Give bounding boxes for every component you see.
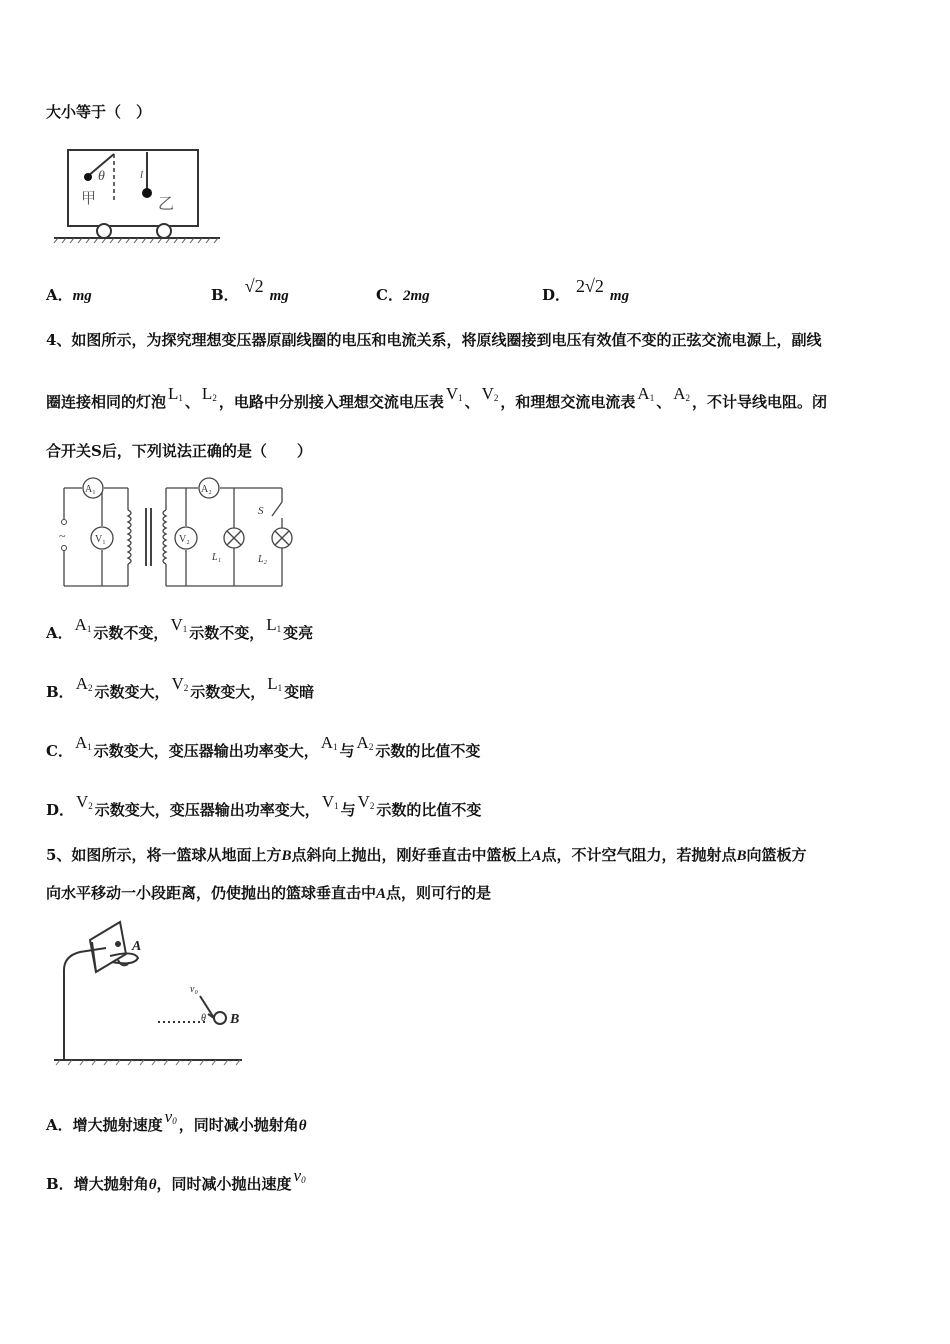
option-letter: D． (46, 801, 75, 819)
symbol-A2: $A_2$ (356, 733, 374, 752)
option-letter: A． (46, 1116, 73, 1134)
ammeter-a1-label: A₁ (85, 484, 96, 495)
option-text: 示数不变， (189, 624, 265, 642)
q4-stem-line3 (46, 441, 312, 461)
cart-body (68, 150, 198, 226)
option-letter: C． (376, 286, 403, 304)
symbol-v0: $v_0$ (293, 1166, 306, 1185)
option-root: 2√2 (576, 276, 604, 296)
q3-option-d[interactable] (542, 276, 630, 305)
wheel-left (97, 224, 111, 238)
option-letter: B． (211, 286, 239, 304)
voltmeter-v2-label: V₂ (179, 534, 190, 545)
q4-line2-d: ，不计导线电阻。闭 (692, 393, 828, 411)
label-a: A (132, 939, 142, 954)
symbol-L1: $L_1$ (266, 615, 282, 634)
symbol-V1: $V_1$ (170, 615, 188, 634)
q4-line2-b: ，电路中分别接入理想交流电压表 (218, 393, 444, 411)
q4-stem-line2 (46, 384, 828, 416)
q4-line3-text: 合开关S后，下列说法正确的是（ ） (46, 442, 312, 460)
point-a: A (376, 886, 387, 902)
q4-line1-text: 4、如图所示，为探究理想变压器原副线圈的电压和电流关系，将原线圈接到电压有效值不变的正弦交流电源上，副线 (46, 331, 822, 349)
q3-question-tail (46, 102, 151, 122)
symbol-L1: $L_1$ (267, 674, 283, 693)
symbol-V2: $V_2$ (76, 792, 93, 811)
point-b: B (281, 848, 292, 864)
q4-stem-line1 (46, 330, 821, 350)
symbol-V1: $V_1$ (445, 384, 463, 403)
q5-basketball-figure (50, 918, 250, 1068)
symbol-V2: $V_2$ (171, 674, 189, 693)
label-yi: 乙 (158, 196, 175, 213)
ammeter-a2-label: A₂ (201, 484, 212, 495)
lamp-l2-label: L₂ (258, 554, 268, 565)
q4-option-d[interactable] (46, 792, 482, 820)
label-l: l (140, 169, 144, 181)
option-letter: A． (46, 286, 73, 304)
symbol-L2: $L_2$ (201, 384, 217, 403)
q3-option-c[interactable] (376, 284, 430, 305)
symbol-A1: $A_1$ (637, 384, 655, 403)
symbol-theta: θ (148, 1177, 157, 1193)
option-text: 与 (339, 742, 355, 760)
q5-stem-line1 (46, 845, 807, 866)
q5-line2-a: 向水平移动一小段距离，仍使抛出的篮球垂直击中 (46, 884, 377, 902)
symbol-A2: $A_2$ (673, 384, 690, 403)
basketball (214, 1012, 226, 1024)
option-letter: A． (46, 624, 73, 642)
q5-line2-b: 点，则可行的是 (386, 884, 492, 902)
label-b: B (230, 1012, 240, 1027)
option-text: ，同时减小抛出速度 (156, 1175, 292, 1193)
lamp-l1-label: L₁ (212, 552, 222, 563)
switch-s-label: S (258, 505, 264, 517)
sep: 、 (656, 393, 672, 411)
hoop-pole (64, 948, 106, 1060)
option-text: 2mg (402, 288, 430, 304)
q4-transformer-circuit (52, 474, 302, 594)
q5-option-a[interactable] (46, 1107, 307, 1135)
q3-option-b[interactable] (211, 276, 289, 305)
symbol-A1: $A_1$ (74, 733, 92, 752)
q5-stem-line2 (46, 883, 491, 904)
q5-option-b[interactable] (46, 1166, 308, 1194)
option-text: 增大抛射角 (73, 1175, 149, 1193)
q4-line2-a: 圈连接相同的灯泡 (46, 393, 167, 411)
option-text: 示数的比值不变 (376, 801, 482, 819)
symbol-v0: $v_0$ (164, 1107, 177, 1126)
option-text: ，同时减小抛射角 (178, 1116, 299, 1134)
option-root: √2 (244, 276, 264, 296)
label-jia: 甲 (81, 191, 97, 207)
ac-source-label: ~ (59, 529, 66, 543)
option-text: mg (72, 288, 92, 304)
point-b: B (736, 848, 747, 864)
symbol-L1: $L_1$ (168, 384, 183, 403)
ac-terminal-top (62, 520, 67, 525)
pendulum-jia-ball (84, 173, 92, 181)
option-text: 示数变大， (94, 683, 170, 701)
option-text: 示数变大， (190, 683, 266, 701)
symbol-V1: $V_1$ (321, 792, 339, 811)
pendulum-yi-ball (142, 188, 152, 198)
label-theta: θ (201, 1013, 206, 1024)
symbol-A2: $A_2$ (75, 674, 93, 693)
point-a-marker (115, 941, 121, 947)
option-letter: D． (542, 286, 571, 304)
q4-line2-c: ，和理想交流电流表 (500, 393, 636, 411)
symbol-theta: θ (298, 1118, 307, 1134)
q3-option-a[interactable] (46, 284, 92, 305)
option-text: 与 (340, 801, 356, 819)
option-text: mg (609, 288, 630, 304)
q4-option-a[interactable] (46, 615, 314, 643)
point-a: A (531, 848, 542, 864)
option-text: mg (269, 288, 289, 304)
option-text: 增大抛射速度 (72, 1116, 163, 1134)
lamp-l2 (272, 528, 292, 548)
option-text: 示数不变， (93, 624, 169, 642)
q5-line1-b: 点斜向上抛出，刚好垂直击中篮板上 (291, 846, 532, 864)
symbol-V2: $V_2$ (481, 384, 499, 403)
q5-line1-c: 点，不计空气阻力，若抛射点 (541, 846, 737, 864)
option-letter: B． (46, 683, 74, 701)
sep: 、 (464, 393, 480, 411)
q3-cart-figure (52, 146, 222, 246)
option-text: 示数的比值不变 (375, 742, 481, 760)
q5-line1-a: 5、如图所示，将一篮球从地面上方 (46, 846, 282, 864)
ac-terminal-bottom (62, 546, 67, 551)
wheel-right (157, 224, 171, 238)
option-letter: B． (46, 1175, 74, 1193)
symbol-V2: $V_2$ (357, 792, 375, 811)
symbol-A1: $A_1$ (320, 733, 338, 752)
sep: 、 (184, 393, 200, 411)
q4-option-c[interactable] (46, 733, 481, 761)
q3-tail-text: 大小等于（ ） (46, 103, 152, 121)
q5-line1-d: 向篮板方 (746, 846, 807, 864)
option-text: 示数变大，变压器输出功率变大， (93, 742, 319, 760)
symbol-A1: $A_1$ (74, 615, 92, 634)
option-text: 变亮 (283, 624, 314, 642)
label-theta: θ (98, 169, 105, 184)
label-v0: v₀ (190, 984, 198, 995)
option-text: 变暗 (284, 683, 315, 701)
lamp-l1 (224, 528, 244, 548)
option-letter: C． (46, 742, 73, 760)
q4-option-b[interactable] (46, 674, 315, 702)
option-text: 示数变大，变压器输出功率变大， (94, 801, 320, 819)
voltmeter-v1-label: V₁ (95, 534, 106, 545)
